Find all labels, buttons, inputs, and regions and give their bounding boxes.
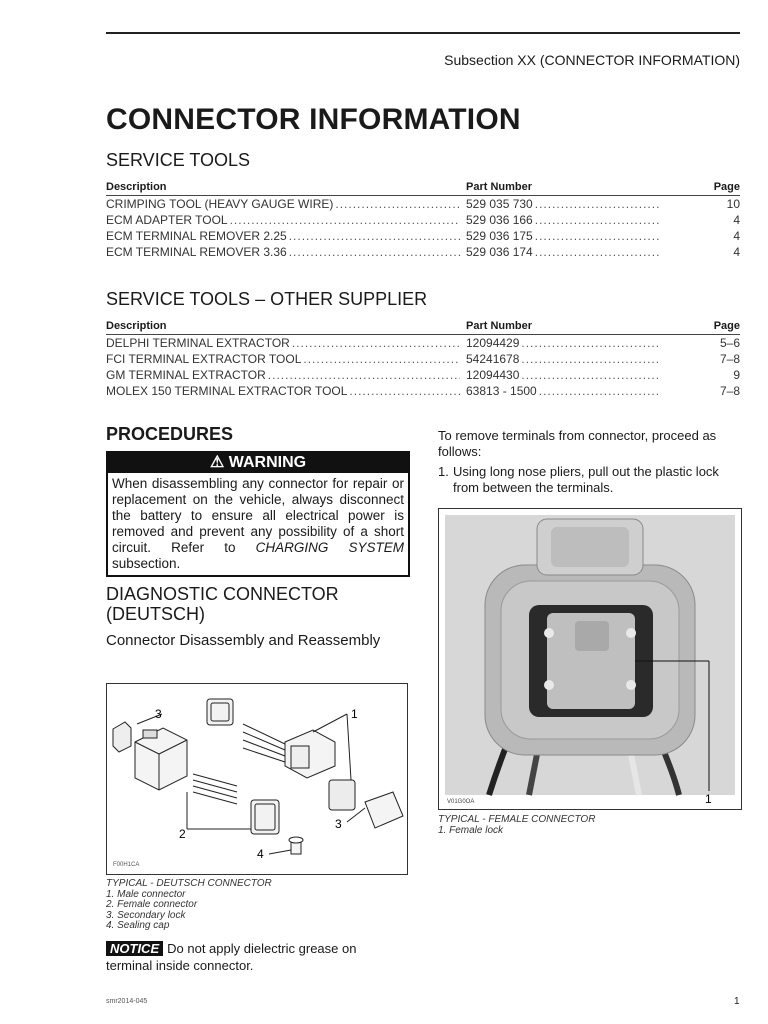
other-tools-heading: SERVICE TOOLS – OTHER SUPPLIER: [106, 289, 428, 309]
deutsch-connector-figure: [106, 683, 408, 875]
warning-header: ⚠ WARNING: [108, 453, 408, 473]
callout-label: 1: [351, 707, 358, 721]
page-number: 1: [734, 996, 740, 1007]
deutsch-figure-caption: TYPICAL - DEUTSCH CONNECTOR 1. Male connector 2. Female connector 3. Secondary lock 4. Sealing cap: [106, 878, 272, 931]
notice-badge: NOTICE: [106, 941, 163, 956]
callout-label: 3: [335, 817, 342, 831]
female-connector-figure: [438, 508, 742, 810]
disassembly-subheading: Connector Disassembly and Reassembly: [106, 632, 381, 649]
deutsch-connector-illustration: [107, 684, 407, 874]
table-row: DELPHI TERMINAL EXTRACTOR ..... 12094429 ..... 5–6: [106, 335, 740, 351]
notice-paragraph: NOTICE Do not apply dielectric grease on terminal inside connector.: [106, 941, 357, 973]
table-row: FCI TERMINAL EXTRACTOR TOOL ..... 54241678 ..... 7–8: [106, 351, 740, 367]
header-rule: [106, 32, 740, 34]
warning-triangle-icon: ⚠: [209, 454, 225, 471]
figure-code: V01G0OA: [447, 799, 475, 805]
table-header: Description Part Number Page: [106, 320, 740, 335]
service-tools-table: [106, 181, 740, 260]
charging-system-reference: CHARGING SYSTEM: [255, 540, 405, 555]
intro-paragraph: To remove terminals from connector, proceed as follows:: [438, 428, 717, 459]
warning-box: [106, 451, 410, 577]
table-row: ECM TERMINAL REMOVER 2.25 ..... 529 036 175 ..... 4: [106, 228, 740, 244]
step-1: 1. Using long nose pliers, pull out the plastic lock from between the terminals.: [438, 464, 719, 495]
female-figure-caption: TYPICAL - FEMALE CONNECTOR 1. Female lock: [438, 814, 596, 836]
procedures-heading: PROCEDURES: [106, 424, 234, 444]
page-title: CONNECTOR INFORMATION: [106, 103, 521, 136]
table-row: CRIMPING TOOL (HEAVY GAUGE WIRE) ..... 529 035 730 ..... 10: [106, 196, 740, 212]
subsection-header: Subsection XX (CONNECTOR INFORMATION): [444, 52, 740, 68]
callout-label: 3: [155, 707, 162, 721]
callout-label: 4: [257, 847, 264, 861]
other-tools-table: [106, 320, 740, 399]
service-tools-heading: SERVICE TOOLS: [106, 150, 251, 170]
callout-label: 2: [179, 827, 186, 841]
figure-code: F00H1CA: [113, 862, 140, 868]
table-header: Description Part Number Page: [106, 181, 740, 196]
warning-text: When disassembling any connector for repair or replacement on the vehicle, always disconnect the battery to ensure all electrical power is removed and prevent any possibility of a short circuit. Refer to CHARGING SYSTEM subsection.: [112, 476, 405, 571]
callout-label: 1: [705, 792, 712, 806]
footer-code: smr2014-045: [106, 998, 148, 1005]
table-row: GM TERMINAL EXTRACTOR ..... 12094430 ..... 9: [106, 367, 740, 383]
female-connector-photo: [439, 509, 741, 809]
table-row: MOLEX 150 TERMINAL EXTRACTOR TOOL ..... 63813 - 1500 ..... 7–8: [106, 383, 740, 399]
table-row: ECM TERMINAL REMOVER 3.36 ..... 529 036 174 ..... 4: [106, 244, 740, 260]
diagnostic-connector-heading: DIAGNOSTIC CONNECTOR (DEUTSCH): [106, 584, 339, 624]
table-row: ECM ADAPTER TOOL ..... 529 036 166 ..... 4: [106, 212, 740, 228]
